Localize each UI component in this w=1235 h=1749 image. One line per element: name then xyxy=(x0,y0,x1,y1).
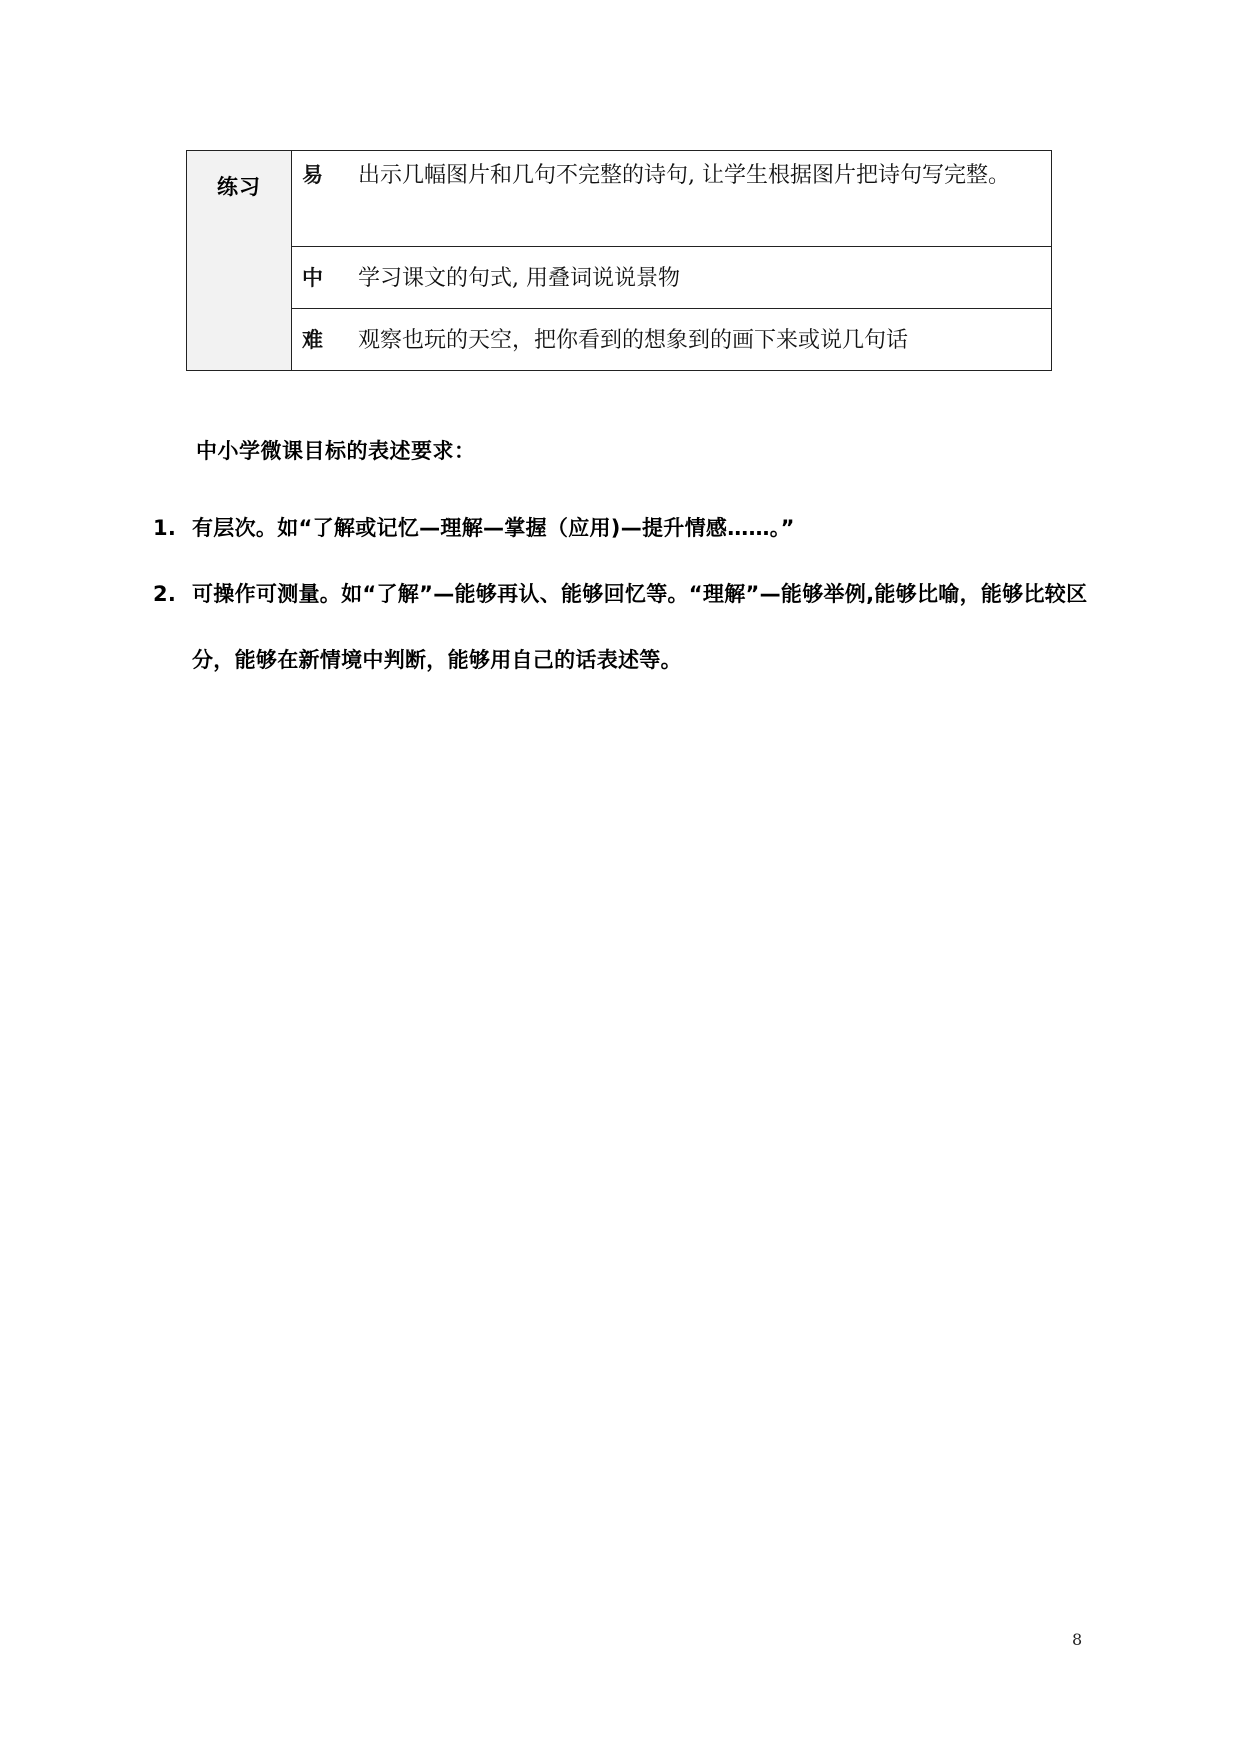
list-item xyxy=(153,495,1103,561)
practice-row-easy xyxy=(187,151,1052,247)
level-medium: 中 xyxy=(302,266,323,290)
practice-text-hard: 观察也玩的天空，把你看到的想象到的画下来或说几句话 xyxy=(358,328,909,353)
list-item xyxy=(153,561,1103,693)
practice-cell-easy xyxy=(292,151,1052,247)
list-item-text: 可操作可测量。如“了解”—能够再认、能够回忆等。“理解”—能够举例,能够比喻，能够比较区分，能够在新情境中判断，能够用自己的话表述等。 xyxy=(192,582,1088,672)
page-number: 8 xyxy=(1072,1630,1083,1649)
practice-cell-medium xyxy=(292,247,1052,309)
level-easy: 易 xyxy=(302,163,323,187)
requirements-list xyxy=(153,495,1103,693)
section-title: 中小学微课目标的表述要求： xyxy=(196,439,476,463)
practice-row-medium xyxy=(187,247,1052,309)
level-hard: 难 xyxy=(302,328,323,352)
list-item-text: 有层次。如“了解或记忆—理解—掌握（应用)—提升情感……。” xyxy=(192,516,795,540)
practice-table xyxy=(186,150,1052,371)
list-item-number: 1. xyxy=(153,516,177,540)
practice-text-easy: 出示几幅图片和几句不完整的诗句, 让学生根据图片把诗句写完整。 xyxy=(358,163,1010,188)
practice-text-medium: 学习课文的句式, 用叠词说说景物 xyxy=(358,266,680,291)
practice-label: 练习 xyxy=(187,151,292,371)
practice-cell-hard xyxy=(292,309,1052,371)
practice-row-hard xyxy=(187,309,1052,371)
list-item-number: 2. xyxy=(153,582,177,606)
